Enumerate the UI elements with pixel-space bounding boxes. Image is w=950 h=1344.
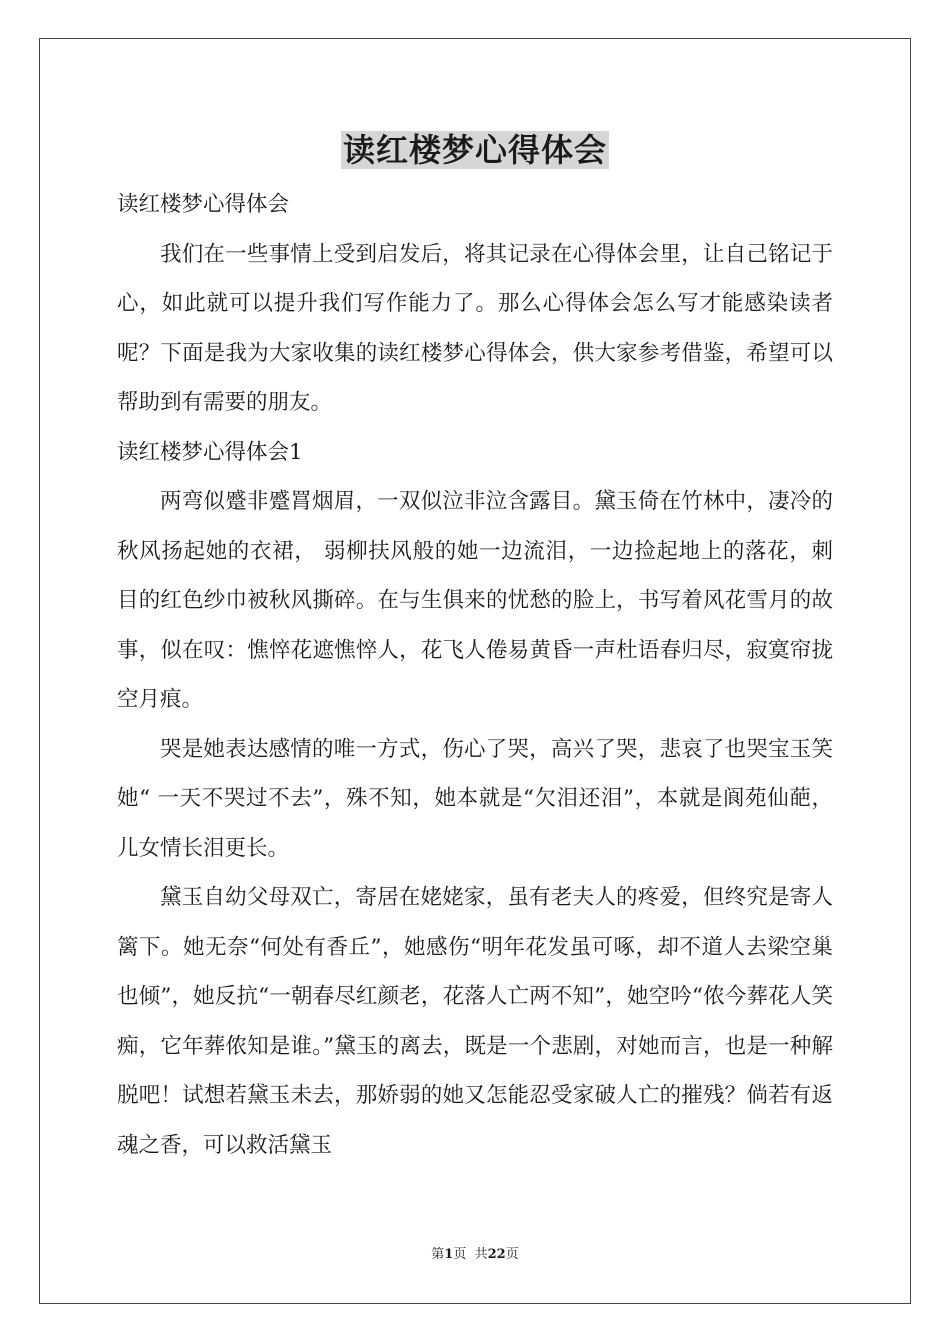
- body-paragraph: 黛玉自幼父母双亡，寄居在姥姥家，虽有老夫人的疼爱，但终究是寄人篱下。她无奈“何处有香丘”，她感伤“明年花发虽可啄，却不道人去梁空巢也倾”，她反抗“一朝春尽红颜老，花落人亡两不知”，她空吟“侬今葬花人笑痴，它年葬侬知是谁。”黛玉的离去，既是一个悲剧，对她而言，也是一种解脱吧！试想若黛玉未去，那娇弱的她又怎能忍受家破人亡的摧残？倘若有返魂之香，可以救活黛玉: [117, 885, 833, 1158]
- body-paragraph: 两弯似蹙非蹙罥烟眉，一双似泣非泣含露目。黛玉倚在竹林中，凄冷的秋风扬起她的衣裙， 弱柳扶风般的她一边流泪，一边捡起地上的落花，刺目的红色纱巾被秋风撕碎。在与生俱来的忧愁的脸上，书写着风花雪月的故事，似在叹：憔悴花遮憔悴人，花飞人倦易黄昏一声杜语春归尽，寂寞帘拢空月痕。: [117, 489, 833, 712]
- footer-prefix: 第: [431, 1247, 445, 1262]
- document-title: [0, 128, 950, 172]
- intro-paragraph: 我们在一些事情上受到启发后，将其记录在心得体会里，让自己铭记于心，如此就可以提升我们写作能力了。那么心得体会怎么写才能感染读者呢？下面是我为大家收集的读红楼梦心得体会，供大家参考借鉴，希望可以帮助到有需要的朋友。: [117, 241, 833, 415]
- footer-page-number: 1: [444, 1247, 454, 1262]
- body-paragraph: 哭是她表达感情的唯一方式，伤心了哭，高兴了哭，悲哀了也哭宝玉笑她“ 一天不哭过不去”，殊不知，她本就是“欠泪还泪”，本就是阆苑仙葩，儿女情长泪更长。: [117, 736, 833, 861]
- page-footer: [0, 1246, 950, 1264]
- footer-mid: 页 共: [453, 1247, 488, 1262]
- subtitle: 读红楼梦心得体会: [117, 192, 290, 217]
- section-heading: 读红楼梦心得体会1: [117, 439, 303, 465]
- document-body: [117, 180, 833, 1170]
- footer-suffix: 页: [505, 1247, 519, 1262]
- footer-total-pages: 22: [487, 1247, 506, 1262]
- title-text: 读红楼梦心得体会: [342, 131, 607, 169]
